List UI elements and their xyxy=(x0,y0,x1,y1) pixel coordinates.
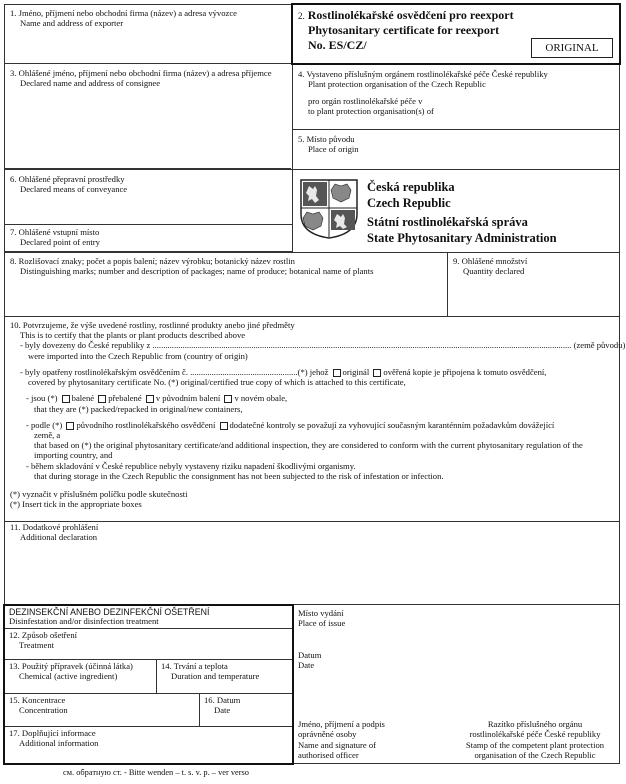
official-stamp[interactable] xyxy=(452,719,618,760)
new-container-checkbox[interactable] xyxy=(224,395,232,403)
field-label-cz: Vystaveno příslušným orgánem rostlinolékařské péče České republiky xyxy=(306,69,548,79)
original-certificate-checkbox[interactable] xyxy=(66,422,74,430)
field-label-cz: Ohlášené vstupní místo xyxy=(18,227,100,237)
field-label-cz: Jméno, příjmení nebo obchodní firma (název) a adresa vývozce xyxy=(18,8,237,18)
date-en: Date xyxy=(298,660,315,671)
field-4-issuing-organisation xyxy=(292,65,620,130)
field-label-en: Plant protection organisation of the Czech Republic xyxy=(308,79,486,90)
import-cz: - byly dovezeny do České republiky z xyxy=(20,340,151,351)
field-label-cz: Ohlášené přepravní prostředky xyxy=(18,174,125,184)
date-cz: Datum xyxy=(298,650,322,660)
packed-checkbox[interactable] xyxy=(62,395,70,403)
field-label-en: Place of origin xyxy=(308,144,359,155)
certificate-no-en: covered by phytosanitary certificate No. (*) original/certified true copy of which is attached to this certificate, xyxy=(28,377,406,388)
authorised-officer-signature[interactable] xyxy=(298,719,385,760)
certified-copy-checkbox[interactable] xyxy=(373,369,381,377)
original-container-label: v původním balení xyxy=(155,393,221,404)
field-17-additional-information[interactable] xyxy=(9,728,98,749)
field-number: 16. xyxy=(204,695,215,705)
treatment-title-en: Disinfestation and/or disinfection treatment xyxy=(9,616,159,627)
field-15-concentration[interactable] xyxy=(9,695,68,716)
field-label-en: Concentration xyxy=(19,705,68,716)
field-label-en: Chemical (active ingredient) xyxy=(19,671,118,682)
field-label-cz: Trvání a teplota xyxy=(173,661,228,671)
repacked-label: přebalené xyxy=(108,393,142,404)
import-en: were imported into the Czech Republic from (country of origin) xyxy=(28,350,248,361)
field-3-consignee[interactable] xyxy=(4,64,291,169)
treatment-title-cz: DEZINSEKČNÍ ANEBO DEZINFEKČNÍ OŠETŘENÍ xyxy=(9,607,210,617)
field-label-cz: Ohlášené jméno, příjmení nebo obchodní firma (název) a adresa příjemce xyxy=(18,68,272,78)
field-label-en: Declared point of entry xyxy=(20,237,100,248)
certificate-no-cz: - byly opatřeny rostlinolékařským osvědčením č. ..................................................(*) jehož xyxy=(20,366,329,377)
original-label: originál xyxy=(342,366,370,377)
certified-copy-label: ověřená kopie je připojena k tomuto osvědčení, xyxy=(383,366,547,377)
field-label-cz: Použitý přípravek (účinná látka) xyxy=(21,661,133,671)
field-label-cz: Místo původu xyxy=(306,134,355,144)
original-checkbox[interactable] xyxy=(333,369,341,377)
authority-name-en: State Phytosanitary Administration xyxy=(367,230,557,245)
field-label-en: Additional information xyxy=(19,738,99,749)
original-container-checkbox[interactable] xyxy=(146,395,154,403)
field-number: 6. xyxy=(10,174,17,184)
original-label: ORIGINAL xyxy=(531,38,613,58)
stamp-label-en-2: organisation of the Czech Republic xyxy=(474,749,596,760)
field-number: 5. xyxy=(298,134,305,144)
field-number: 9. xyxy=(453,256,460,266)
field-label-cz: Dodatkové prohlášení xyxy=(22,522,99,532)
import-country-line[interactable] xyxy=(10,340,626,351)
packed-cz: - jsou (*) xyxy=(26,393,58,404)
field-label-en: Quantity declared xyxy=(463,266,525,277)
authority-block xyxy=(292,170,620,252)
field-label-en: Treatment xyxy=(19,640,55,651)
signature-label-en-2: authorised officer xyxy=(298,749,359,760)
certify-cz: Potvrzujeme, že výše uvedené rostliny, rostlinné produkty anebo jiné předměty xyxy=(22,320,295,330)
field-number: 12. xyxy=(9,630,20,640)
date-of-issue[interactable] xyxy=(298,650,321,671)
field-number: 10. xyxy=(10,320,21,330)
field-number: 3. xyxy=(10,68,17,78)
original-certificate-label: původního rostlinolékařského osvědčení xyxy=(76,419,216,430)
stamp-label-cz: Razítko příslušného orgánu xyxy=(487,719,583,729)
based-on-en: that based on (*) the original phytosanitary certificate/and additional inspection, they are considered to conform with the current phytosanitary regulation of the xyxy=(34,440,583,451)
repacked-checkbox[interactable] xyxy=(98,395,106,403)
field-label-cz: Ohlášené množství xyxy=(461,256,528,266)
new-container-label: v novém obale, xyxy=(234,393,288,404)
place-of-issue-cz: Místo vydání xyxy=(298,608,344,618)
based-on-en-2: importing country, and xyxy=(34,450,113,461)
import-country-dots: ................................................................................................................................................................................................... xyxy=(152,340,572,351)
field-label-en: Duration and temperature xyxy=(171,671,260,682)
footnote-en: (*) Insert tick in the appropriate boxes xyxy=(10,499,142,510)
field-5-place-of-origin[interactable] xyxy=(292,130,620,170)
footnote-cz: (*) vyznačit v příslušném políčku podle skutečnosti xyxy=(10,489,188,500)
based-on-cz-2: země, a xyxy=(34,429,61,440)
field-number: 8. xyxy=(10,256,17,266)
field-label-cz: Rozlišovací znaky; počet a popis balení; název výrobku; botanický název rostlin xyxy=(18,256,295,266)
field-11-additional-declaration[interactable] xyxy=(4,522,620,605)
certify-en: This is to certify that the plants or plant products described above xyxy=(20,330,246,341)
field-number: 4. xyxy=(298,69,305,79)
field-14-duration-temperature[interactable] xyxy=(161,661,259,682)
certificate-title-en: Phytosanitary certificate for reexport xyxy=(308,23,500,37)
field-number: 15. xyxy=(9,695,20,705)
field-label-en: Name and address of exporter xyxy=(20,18,124,29)
field-number: 13. xyxy=(9,661,20,671)
field-number: 17. xyxy=(9,728,20,738)
field-label-en: Declared name and address of consignee xyxy=(20,78,161,89)
place-of-issue[interactable] xyxy=(298,608,345,629)
field-1-exporter[interactable] xyxy=(4,4,291,64)
field-8-packages-description[interactable] xyxy=(4,252,447,317)
field-label-cz: Způsob ošetření xyxy=(21,630,78,640)
field-number: 2. xyxy=(298,11,305,21)
signature-label-cz-2: oprávněné osoby xyxy=(298,729,357,740)
field-2-certificate-title xyxy=(291,3,621,65)
field-10-certification xyxy=(4,317,626,522)
country-of-origin-cz: (země původu) xyxy=(573,340,626,351)
field-13-chemical[interactable] xyxy=(9,661,133,682)
place-of-issue-en: Place of issue xyxy=(298,618,346,629)
field-6-means-of-conveyance[interactable] xyxy=(4,169,292,225)
field-label-en: Declared means of conveyance xyxy=(20,184,128,195)
certificate-number: No. ES/CZ/ xyxy=(308,38,367,52)
stamp-label-cz-2: rostlinolékařské péče České republiky xyxy=(469,729,601,740)
storage-en: that during storage in the Czech Republic the consignment has not been subjected to the risk of infestation or infection. xyxy=(34,470,444,481)
additional-inspection-label: dodatečné kontroly se považují za vyhovující současným karanténním požadavkům dovážející xyxy=(229,419,555,430)
field-number: 11. xyxy=(10,522,21,532)
czech-state-emblem-icon xyxy=(299,178,359,240)
field-number: 14. xyxy=(161,661,172,671)
field-number: 7. xyxy=(10,227,17,237)
packed-en: that they are (*) packed/repacked in original/new containers, xyxy=(34,403,243,414)
field-7-point-of-entry[interactable] xyxy=(4,225,292,252)
page-turn-note: см. обратную ст. - Bitte wenden – t. s. v. p. – ver verso xyxy=(62,768,249,777)
field-label-cz: Doplňující informace xyxy=(21,728,96,738)
field-9-quantity-declared[interactable] xyxy=(447,252,620,317)
field-12-treatment[interactable] xyxy=(9,630,77,651)
field-16-date[interactable] xyxy=(204,695,240,716)
field-label-cz: Datum xyxy=(216,695,241,705)
certificate-title-cz: Rostlinolékařské osvědčení pro reexport xyxy=(307,8,514,22)
field-label-en-2: to plant protection organisation(s) of xyxy=(308,105,434,116)
treatment-header xyxy=(9,607,209,627)
based-on-cz: - podle (*) xyxy=(26,419,63,430)
additional-inspection-checkbox[interactable] xyxy=(220,422,228,430)
storage-cz: - během skladování v České republice nebyly vystaveny riziku napadení škodlivými organismy. xyxy=(26,460,356,471)
authority-country-en: Czech Republic xyxy=(367,195,451,210)
field-label-en: Additional declaration xyxy=(20,532,98,543)
field-label-en: Distinguishing marks; number and description of packages; name of produce; botanical name of plants xyxy=(20,266,374,277)
signature-label-en: Name and signature of xyxy=(298,739,377,750)
field-label-cz: Koncentrace xyxy=(21,695,66,705)
authority-name-cz: Státní rostlinolékařská správa xyxy=(367,215,528,230)
authority-country-cz: Česká republika xyxy=(367,180,455,194)
field-label-cz-2: pro orgán rostlinolékařské péče v xyxy=(308,95,423,106)
packed-label: balené xyxy=(71,393,95,404)
signature-label-cz: Jméno, příjmení a podpis xyxy=(298,719,385,729)
field-number: 1. xyxy=(10,8,17,18)
field-label-en: Date xyxy=(214,705,231,716)
stamp-label-en: Stamp of the competent plant protection xyxy=(465,739,605,750)
